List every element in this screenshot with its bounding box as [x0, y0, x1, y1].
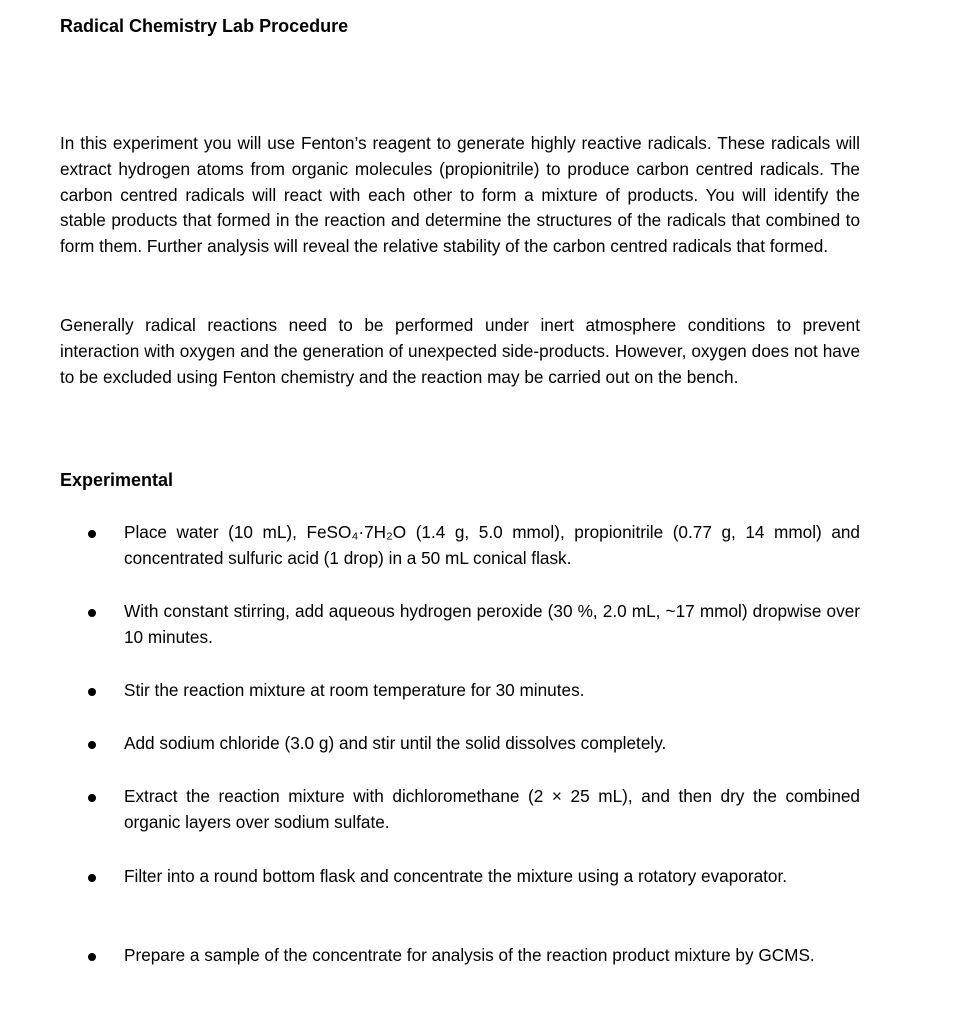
step-text: Prepare a sample of the concentrate for analysis of the reaction product mixture by GCMS. — [124, 945, 815, 965]
step-text: Add sodium chloride (3.0 g) and stir until the solid dissolves completely. — [124, 733, 667, 753]
bullet-icon — [88, 609, 96, 617]
bullet-icon — [88, 953, 96, 961]
experimental-heading: Experimental — [60, 470, 174, 490]
step-text: Extract the reaction mixture with dichloromethane (2 × 25 mL), and then dry the combined organic layers over sodium sulfate. — [124, 786, 860, 832]
step-text: Place water (10 mL), FeSO₄·7H₂O (1.4 g, 5.0 mmol), propionitrile (0.77 g, 14 mmol) and concentrated sulfuric acid (1 drop) in a 50 mL conical flask. — [124, 522, 860, 568]
bullet-icon — [88, 530, 96, 538]
bullet-icon — [88, 874, 96, 882]
step-text: With constant stirring, add aqueous hydrogen peroxide (30 %, 2.0 mL, ~17 mmol) dropwise over 10 minutes. — [124, 601, 860, 647]
intro-paragraph: In this experiment you will use Fenton’s reagent to generate highly reactive radicals. These radicals will extract hydrogen atoms from organic molecules (propionitrile) to produce carbon centred radicals. The carbon centred radicals will react with each other to form a mixture of products. You will identify the stable products that formed in the reaction and determine the structures of the radicals that combined to form them. Further analysis will reveal the relative stability of the carbon centred radicals that formed. — [60, 133, 860, 257]
bullet-icon — [88, 688, 96, 696]
step-text: Stir the reaction mixture at room temperature for 30 minutes. — [124, 680, 585, 700]
bullet-icon — [88, 794, 96, 802]
document-title: Radical Chemistry Lab Procedure — [60, 16, 349, 36]
atmosphere-paragraph: Generally radical reactions need to be performed under inert atmosphere conditions to prevent interaction with oxygen and the generation of unexpected side-products. However, oxygen does not have to be excluded using Fenton chemistry and the reaction may be carried out on the bench. — [60, 315, 860, 387]
step-text: Filter into a round bottom flask and concentrate the mixture using a rotatory evaporator. — [124, 866, 788, 886]
bullet-icon — [88, 741, 96, 749]
